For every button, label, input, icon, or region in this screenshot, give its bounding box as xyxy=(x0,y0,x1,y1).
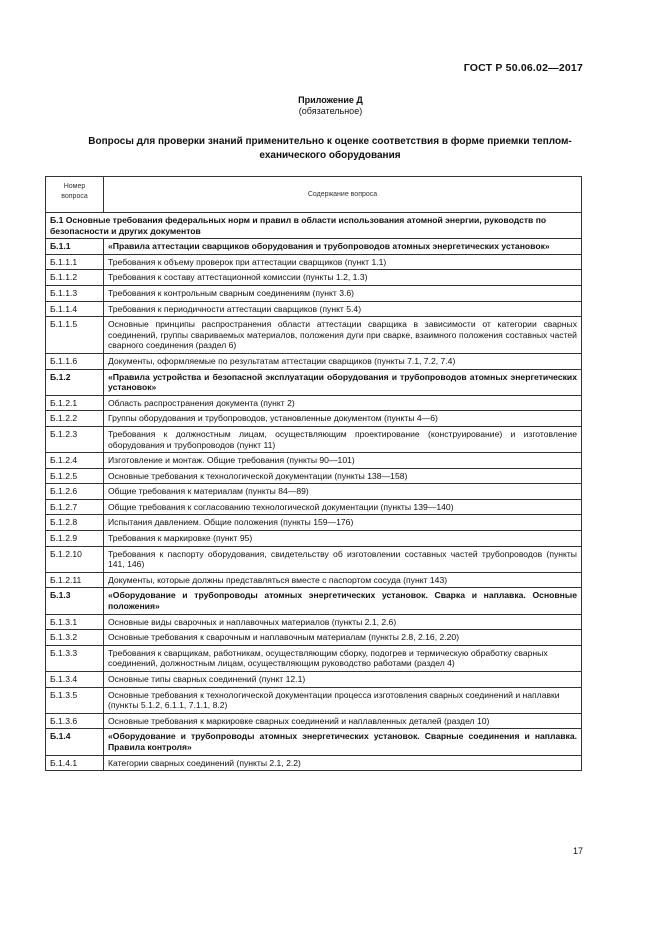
question-number: Б.1.3.6 xyxy=(46,713,104,729)
table-row xyxy=(46,588,582,614)
table-row xyxy=(46,572,582,588)
table-row xyxy=(46,353,582,369)
question-number: Б.1.2.3 xyxy=(46,426,104,452)
table-header-row xyxy=(46,177,582,213)
question-content: Общие требования к материалам (пункты 84—89) xyxy=(104,484,582,500)
question-content: Испытания давлением. Общие положения (пункты 159—176) xyxy=(104,515,582,531)
question-content: Требования к объему проверок при аттестации сварщиков (пункт 1.1) xyxy=(104,254,582,270)
question-number: Б.1.2.8 xyxy=(46,515,104,531)
question-content: Требования к контрольным сварным соединениям (пункт 3.6) xyxy=(104,285,582,301)
question-content: Требования к должностным лицам, осуществляющим проектирование (конструирование) и изготовление оборудования и трубопроводов (пункт 11) xyxy=(104,426,582,452)
annex-heading xyxy=(0,95,661,117)
question-number: Б.1.1.1 xyxy=(46,254,104,270)
question-content: «Оборудование и трубопроводы атомных энергетических установок. Сварные соединения и наплавка. Правила контроля» xyxy=(104,729,582,755)
header-content: Содержание вопроса xyxy=(104,177,582,213)
table-row xyxy=(46,285,582,301)
question-content: «Правила устройства и безопасной эксплуатации оборудования и трубопроводов атомных энергетических установок» xyxy=(104,369,582,395)
question-content: Документы, которые должны представляться вместе с паспортом сосуда (пункт 143) xyxy=(104,572,582,588)
table-row xyxy=(46,729,582,755)
table-row xyxy=(46,713,582,729)
table-row xyxy=(46,301,582,317)
table-row xyxy=(46,270,582,286)
question-number: Б.1.3.2 xyxy=(46,630,104,646)
table-row xyxy=(46,755,582,771)
question-content: Основные требования к технологической документации (пункты 138—158) xyxy=(104,468,582,484)
questions-table xyxy=(45,176,582,771)
question-content: Требования к маркировке (пункт 95) xyxy=(104,531,582,547)
question-number: Б.1.1.6 xyxy=(46,353,104,369)
document-title: Вопросы для проверки знаний применительно к оценке соответствия в форме приемки тепломеханического оборудования xyxy=(88,136,572,161)
question-content: Требования к периодичности аттестации сварщиков (пункт 5.4) xyxy=(104,301,582,317)
annex-title: Приложение Д xyxy=(298,95,363,105)
question-content: Область распространения документа (пункт 2) xyxy=(104,395,582,411)
table-row xyxy=(46,395,582,411)
question-number: Б.1.1.2 xyxy=(46,270,104,286)
question-content: Основные требования к технологической документации процесса изготовления сварных соединений и наплавки (пункты 5.1.2, 6.1.1, 7.1.1, 8.2) xyxy=(104,687,582,713)
table-row xyxy=(46,630,582,646)
question-number: Б.1.2.5 xyxy=(46,468,104,484)
table-row xyxy=(46,645,582,671)
table-row xyxy=(46,239,582,255)
question-content: Общие требования к согласованию технологической документации (пункты 139—140) xyxy=(104,499,582,515)
table-row xyxy=(46,499,582,515)
question-number: Б.1.3.3 xyxy=(46,645,104,671)
page-number: 17 xyxy=(572,846,583,856)
question-content: Основные виды сварочных и наплавочных материалов (пункты 2.1, 2.6) xyxy=(104,614,582,630)
question-number: Б.1.2.6 xyxy=(46,484,104,500)
question-number: Б.1.2.7 xyxy=(46,499,104,515)
question-number: Б.1.1.4 xyxy=(46,301,104,317)
table-row xyxy=(46,531,582,547)
question-content: Группы оборудования и трубопроводов, установленные документом (пункты 4—6) xyxy=(104,411,582,427)
question-number: Б.1.2.9 xyxy=(46,531,104,547)
section-row xyxy=(46,213,582,239)
table-row xyxy=(46,411,582,427)
question-content: «Правила аттестации сварщиков оборудования и трубопроводов атомных энергетических установок» xyxy=(104,239,582,255)
header-number: Номер вопроса xyxy=(46,177,104,213)
question-number: Б.1.3 xyxy=(46,588,104,614)
question-number: Б.1.1 xyxy=(46,239,104,255)
table-row xyxy=(46,614,582,630)
question-number: Б.1.3.5 xyxy=(46,687,104,713)
annex-status: (обязательное) xyxy=(298,106,363,116)
question-number: Б.1.2 xyxy=(46,369,104,395)
table-row xyxy=(46,317,582,354)
standard-number: ГОСТ Р 50.06.02—2017 xyxy=(463,62,583,74)
question-number: Б.1.3.1 xyxy=(46,614,104,630)
question-number: Б.1.2.2 xyxy=(46,411,104,427)
question-number: Б.1.1.5 xyxy=(46,317,104,354)
question-content: Требования к сварщикам, работникам, осуществляющим сборку, подогрев и термическую обработку сварных соединений, должностным лицам, осуществляющим руководство работами (раздел 4) xyxy=(104,645,582,671)
table-row xyxy=(46,453,582,469)
question-number: Б.1.1.3 xyxy=(46,285,104,301)
question-content: «Оборудование и трубопроводы атомных энергетических установок. Сварка и наплавка. Основные положения» xyxy=(104,588,582,614)
question-content: Основные требования к сварочным и наплавочным материалам (пункты 2.8, 2.16, 2.20) xyxy=(104,630,582,646)
table-row xyxy=(46,468,582,484)
question-number: Б.1.4 xyxy=(46,729,104,755)
question-number: Б.1.2.10 xyxy=(46,546,104,572)
table-row xyxy=(46,672,582,688)
question-number: Б.1.4.1 xyxy=(46,755,104,771)
question-content: Основные принципы распространения области аттестации сварщика в зависимости от категории сварных соединений, группы свариваемых материалов, положения дуги при сварке, взаимного положения составных частей сварного соединения (раздел 6) xyxy=(104,317,582,354)
question-number: Б.1.2.4 xyxy=(46,453,104,469)
table-row xyxy=(46,426,582,452)
question-content: Требования к паспорту оборудования, свидетельству об изготовлении составных частей трубопроводов (пункты 141, 146) xyxy=(104,546,582,572)
question-content: Основные требования к маркировке сварных соединений и наплавленных деталей (раздел 10) xyxy=(104,713,582,729)
question-content: Основные типы сварных соединений (пункт 12.1) xyxy=(104,672,582,688)
question-content: Требования к составу аттестационной комиссии (пункты 1.2, 1.3) xyxy=(104,270,582,286)
question-number: Б.1.2.1 xyxy=(46,395,104,411)
section-title: Б.1 Основные требования федеральных норм и правил в области использования атомной энергии, руководств по безопасности и других документов xyxy=(46,213,582,239)
table-row xyxy=(46,369,582,395)
table-row xyxy=(46,254,582,270)
question-content: Документы, оформляемые по результатам аттестации сварщиков (пункты 7.1, 7.2, 7.4) xyxy=(104,353,582,369)
question-number: Б.1.3.4 xyxy=(46,672,104,688)
question-content: Изготовление и монтаж. Общие требования (пункты 90—101) xyxy=(104,453,582,469)
question-content: Категории сварных соединений (пункты 2.1, 2.2) xyxy=(104,755,582,771)
table-row xyxy=(46,687,582,713)
table-row xyxy=(46,484,582,500)
table-row xyxy=(46,546,582,572)
question-number: Б.1.2.11 xyxy=(46,572,104,588)
table-row xyxy=(46,515,582,531)
